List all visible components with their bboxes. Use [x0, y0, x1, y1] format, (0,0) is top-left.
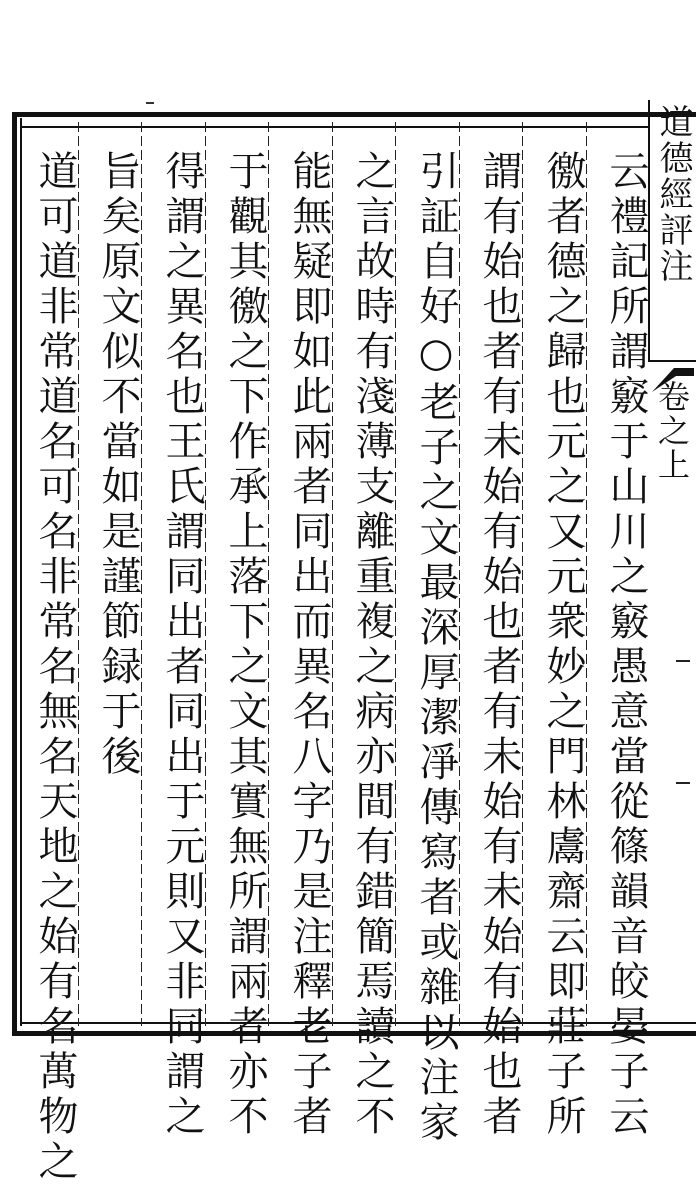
- text-column-1: 云禮記所謂竅于山川之竅愚意當從篠韻音皎晏子云: [603, 150, 649, 1140]
- text-column-9: 旨矣原文似不當如是謹節録于後: [95, 150, 141, 780]
- text-column-7: 于觀其徼之下作承上落下之文其實無所謂兩者亦不: [222, 150, 268, 1140]
- ink-mark: [146, 102, 154, 104]
- text-column-8: 得謂之異名也王氏謂同出者同出于元則又非同謂之: [159, 150, 205, 1140]
- volume-label: 卷之上: [653, 380, 691, 482]
- text-column-6: 能無疑即如此兩者同出而異名八字乃是注釋老子者: [286, 150, 332, 1140]
- margin-tick: [676, 782, 690, 784]
- text-column-3: 謂有始也者有未始有始也者有未始有未始有始也者: [476, 150, 522, 1140]
- text-column-10: 道可道非常道名可名非常名無名天地之始有名萬物之: [32, 150, 78, 1185]
- frame-inner-line: [20, 118, 22, 1026]
- text-column-4: 引証自好○老子之文最深厚潔凈傳寫者或雜以注家: [413, 150, 459, 1146]
- text-column-2: 徼者德之歸也元之又元衆妙之門林鬳齋云即莊子所: [540, 150, 586, 1140]
- margin-tick: [676, 660, 690, 662]
- text-column-5: 之言故時有淺薄支離重複之病亦間有錯簡焉讀之不: [349, 150, 395, 1140]
- frame-inner-line: [20, 126, 648, 128]
- margin-title: 道德經評注: [653, 104, 693, 284]
